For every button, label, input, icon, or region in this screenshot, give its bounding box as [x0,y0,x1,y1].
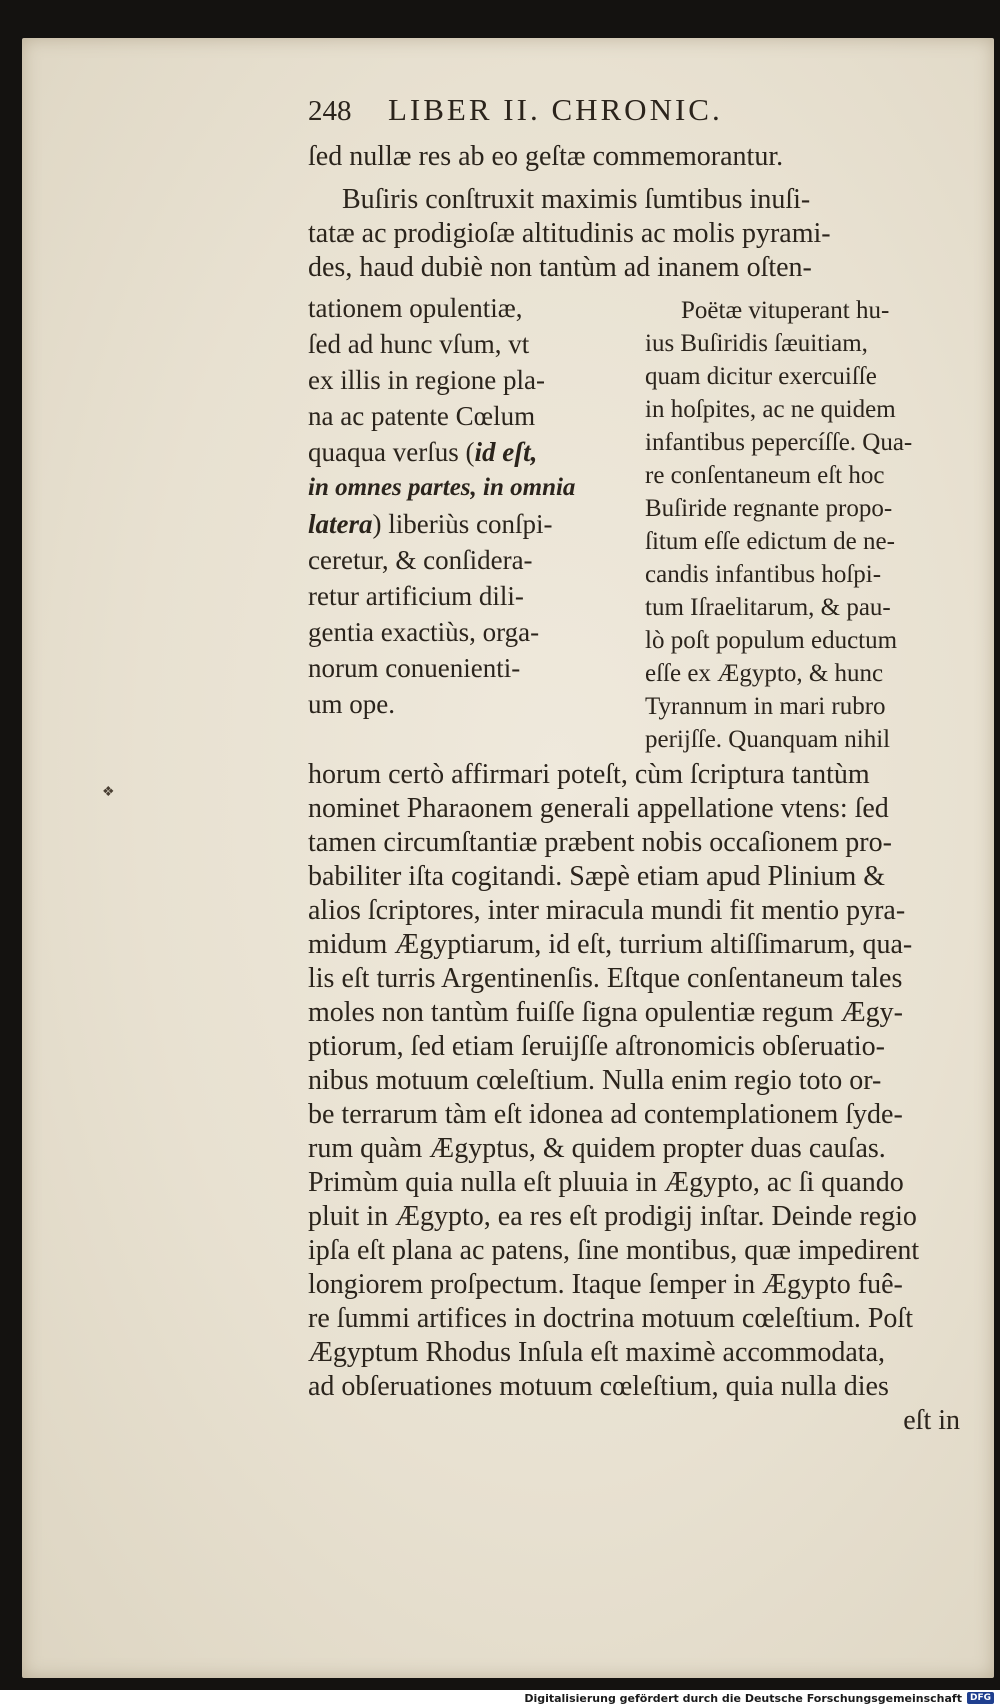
catchword: eſt in [903,1405,960,1436]
left-column-italic-text: latera [308,509,373,539]
right-column-line: lò poſt populum eductum [645,627,898,654]
text-line: tamen circumſtantiæ præbent nobis occaſionem pro- [308,827,892,858]
right-column-line: Tyrannum in mari rubro [645,693,886,720]
left-column-line: ceretur, & conſidera- [308,545,533,575]
text-line: alios ſcriptores, inter miracula mundi fit mentio pyra- [308,895,906,926]
text-line: Buſiris conſtruxit maximis ſumtibus inuſi- [342,184,811,215]
right-column-line: eſſe ex Ægypto, & hunc [645,660,884,687]
left-column-line: na ac patente Cœlum [308,401,536,431]
text-line: ad obſeruationes motuum cœleſtium, quia nulla dies [308,1371,889,1402]
dfg-logo-icon: DFG [967,1692,994,1704]
margin-ornament-icon: ❖ [102,784,115,800]
left-column-line: um ope. [308,689,395,719]
text-line: lis eſt turris Argentinenſis. Eſtque conſentaneum tales [308,963,903,994]
left-column-line [308,507,608,541]
text-line: Ægyptum Rhodus Inſula eſt maximè accommodata, [308,1337,885,1368]
text-line: ptiorum, ſed etiam ſeruijſſe aſtronomicis obſeruatio- [308,1031,885,1062]
footer-text: Digitalisierung gefördert durch die Deutsche Forschungsgemeinschaft [524,1691,962,1705]
right-column-line: Buſiride regnante propo- [645,495,893,522]
right-column-line: quam dicitur exercuiſſe [645,363,877,390]
text-line: babiliter iſta cogitandi. Sæpè etiam apud Plinium & [308,861,886,892]
running-head-title: LIBER II. CHRONIC. [388,92,723,127]
right-column-line: ius Buſiridis ſæuitiam, [645,330,868,357]
running-header [308,92,968,136]
right-column-line: tum Iſraelitarum, & pau- [645,594,891,621]
text-line: nibus motuum cœleſtium. Nulla enim regio toto or- [308,1065,882,1096]
digitization-footer [524,1690,994,1706]
left-column-line [308,435,608,469]
left-column-italic-line: in omnes partes, in omnia [308,474,576,501]
left-column-line: ex illis in regione pla- [308,365,545,395]
left-column-text: ) liberiùs conſpi- [372,509,553,539]
text-line: rum quàm Ægyptus, & quidem propter duas cauſas. [308,1133,886,1164]
text-line: pluit in Ægypto, ea res eſt prodigij inſtar. Deinde regio [308,1201,917,1232]
left-column-line: gentia exactiùs, orga- [308,617,540,647]
text-line: Primùm quia nulla eſt pluuia in Ægypto, ac ſi quando [308,1167,904,1198]
right-column-line: infantibus pepercíſſe. Qua- [645,429,913,456]
right-column-line: ſitum eſſe edictum de ne- [645,528,895,555]
left-column-text: quaqua verſus ( [308,437,475,467]
left-column-line: tationem opulentiæ, [308,293,523,323]
right-column-line: in hoſpites, ac ne quidem [645,396,896,423]
text-line: longiorem proſpectum. Itaque ſemper in Ægypto fuê- [308,1269,903,1300]
right-column-line: Poëtæ vituperant hu- [681,297,890,324]
page-number: 248 [308,95,352,127]
text-line: midum Ægyptiarum, id eſt, turrium altiſſimarum, qua- [308,929,913,960]
text-line: horum certò affirmari poteſt, cùm ſcriptura tantùm [308,759,870,790]
left-column-italic-text: id eſt, [474,437,538,467]
text-line: moles non tantùm fuiſſe ſigna opulentiæ regum Ægy- [308,997,903,1028]
left-column-line: norum conuenienti- [308,653,521,683]
text-line: tatæ ac prodigioſæ altitudinis ac molis pyrami- [308,218,831,249]
left-column-line: retur artificium dili- [308,581,524,611]
left-column-line: ſed ad hunc vſum, vt [308,329,530,359]
text-line: ipſa eſt plana ac patens, ſine montibus, quæ impedirent [308,1235,920,1266]
text-line: nominet Pharaonem generali appellatione vtens: ſed [308,793,889,824]
text-line: des, haud dubiè non tantùm ad inanem oſten- [308,252,812,283]
text-line: ſed nullæ res ab eo geſtæ commemorantur. [308,141,784,172]
text-line: re ſummi artifices in doctrina motuum cœleſtium. Poſt [308,1303,913,1334]
right-column-line: re conſentaneum eſt hoc [645,462,885,489]
text-line: be terrarum tàm eſt idonea ad contemplationem ſyde- [308,1099,903,1130]
right-column-line: perijſſe. Quanquam nihil [645,726,891,753]
right-column-line: candis infantibus hoſpi- [645,561,882,588]
